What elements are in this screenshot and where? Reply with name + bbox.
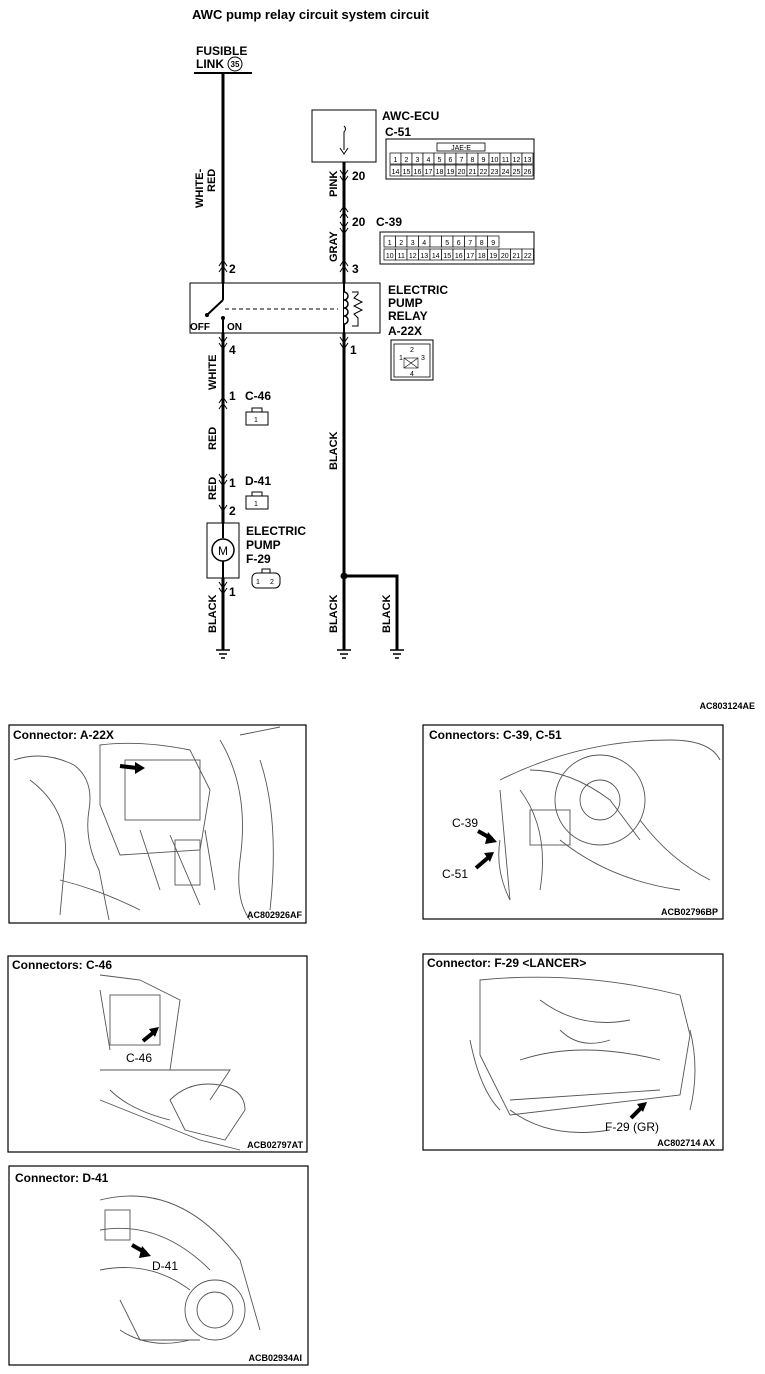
relay-name-3: RELAY xyxy=(388,309,428,323)
wire-label-red-1: RED xyxy=(207,426,219,450)
fusible-link xyxy=(194,44,252,73)
c39-pin-label: 10 xyxy=(385,253,394,260)
ground-icon xyxy=(337,650,351,658)
ecu-pin-label: 10 xyxy=(490,157,499,164)
c39-pin-label: 8 xyxy=(479,240,484,247)
ecu-pin-label: 18 xyxy=(435,169,444,176)
ecu-pin-label: 15 xyxy=(402,169,411,176)
c39-pin-label: 3 xyxy=(410,240,415,247)
c39-connector: C-39 xyxy=(376,215,403,229)
c39-pin-label: 7 xyxy=(468,240,473,247)
motor-label: M xyxy=(218,544,228,558)
panel-c39-c51-title: Connectors: C-39, C-51 xyxy=(429,728,562,742)
diagram-title: AWC pump relay circuit system circuit xyxy=(192,7,429,22)
ecu-pin-label: 2 xyxy=(404,157,409,164)
ecu-pin-label: 6 xyxy=(448,157,453,164)
wire-label-white: WHITE xyxy=(207,354,219,390)
relay-pin-4: 4 xyxy=(229,343,236,357)
ecu-pin-row-2 xyxy=(390,165,533,176)
panel-a22x-code: AC802926AF xyxy=(246,910,302,920)
c39-pin-label: 11 xyxy=(397,253,405,260)
pump-face-pin-2: 2 xyxy=(270,579,274,586)
panel-f29-code: AC802714 AX xyxy=(657,1138,715,1148)
c39-pin-20: 20 xyxy=(352,215,366,229)
d41-connector: D-41 xyxy=(245,474,272,488)
relay-face-pin-4: 4 xyxy=(410,371,414,378)
ecu-pin-label: 12 xyxy=(512,157,521,164)
c39-pin-label: 9 xyxy=(491,240,496,247)
c39-pin-label: 6 xyxy=(456,240,461,247)
c39-connector-face xyxy=(380,232,534,264)
panel-a22x-title: Connector: A-22X xyxy=(13,728,114,742)
ecu-pin-label: 16 xyxy=(413,169,422,176)
pump-connector: F-29 xyxy=(246,552,271,566)
panel-d41-code: ACB02934AI xyxy=(248,1353,302,1363)
ground-icon xyxy=(216,650,230,658)
relay-face-pin-2: 2 xyxy=(410,347,414,354)
ecu-pin-label: 1 xyxy=(393,157,398,164)
c39-pin-label: 15 xyxy=(443,253,452,260)
c39-pin-cell xyxy=(430,236,442,247)
c39-pin-label: 17 xyxy=(466,253,475,260)
wire-label-white-red-2: RED xyxy=(206,168,218,192)
d41-connector-face xyxy=(246,492,268,509)
ecu-pin-label: 21 xyxy=(468,169,477,176)
wire-label-gray: GRAY xyxy=(328,231,340,262)
c39-pin-label: 18 xyxy=(477,253,486,260)
panel-c39-c51-code: ACB02796BP xyxy=(660,907,718,917)
c39-pin-label: 19 xyxy=(489,253,498,260)
relay-connector: A-22X xyxy=(388,324,423,338)
fusible-label-2: LINK xyxy=(196,57,224,71)
relay-face-pin-1: 1 xyxy=(399,355,403,362)
relay-pin-3: 3 xyxy=(352,262,359,276)
ecu-pin-label: 23 xyxy=(490,169,499,176)
ecu-pin-label: 4 xyxy=(426,157,431,164)
relay-off-label: OFF xyxy=(190,322,210,333)
panel-c46-title: Connectors: C-46 xyxy=(12,958,113,972)
ecu-pin-label: 13 xyxy=(523,157,532,164)
d41-pin-in: 1 xyxy=(229,476,236,490)
c39-pin-label: 20 xyxy=(500,253,509,260)
c39-pin-label: 14 xyxy=(431,253,440,260)
c39-pin-label: 21 xyxy=(512,253,521,260)
fusible-label: FUSIBLE xyxy=(196,44,248,58)
ecu-pin-20: 20 xyxy=(352,169,366,183)
d41-face-pin-1: 1 xyxy=(254,501,258,508)
ecu-pin-label: 25 xyxy=(512,169,521,176)
pump-face-pin-1: 1 xyxy=(256,579,260,586)
ecu-pin-label: 9 xyxy=(481,157,486,164)
panel-c46 xyxy=(8,956,307,1152)
c46-face-pin-1: 1 xyxy=(254,417,258,424)
d41-pin-out: 2 xyxy=(229,504,236,518)
panel-c39-c51 xyxy=(423,725,723,919)
panel-c51-callout: C-51 xyxy=(442,867,469,881)
ecu-pin-label: 3 xyxy=(415,157,420,164)
wire-label-black-1: BLACK xyxy=(207,594,219,633)
panel-c46-code: ACB02797AT xyxy=(247,1140,303,1150)
c39-pin-row-1 xyxy=(384,236,499,247)
ecu-pin-label: 14 xyxy=(391,169,400,176)
ecu-pin-label: 22 xyxy=(479,169,488,176)
panel-f29-title: Connector: F-29 <LANCER> xyxy=(427,956,587,970)
wire-label-black-3: BLACK xyxy=(328,594,340,633)
ecu-pin-label: 5 xyxy=(437,157,442,164)
electric-pump-relay xyxy=(190,283,448,380)
c46-pin: 1 xyxy=(229,389,236,403)
c39-pin-label: 13 xyxy=(420,253,429,260)
relay-pin-2: 2 xyxy=(229,262,236,276)
relay-name-2: PUMP xyxy=(388,296,423,310)
wire-label-pink: PINK xyxy=(328,170,340,197)
pump-name-1: ELECTRIC xyxy=(246,524,306,538)
relay-face-pin-3: 3 xyxy=(421,355,425,362)
ground-icon xyxy=(390,650,404,658)
c39-pin-label: 1 xyxy=(387,240,392,247)
ecu-pin-label: 7 xyxy=(459,157,464,164)
panel-d41-callout: D-41 xyxy=(152,1259,179,1273)
ecu-pin-label: 26 xyxy=(523,169,532,176)
pump-name-2: PUMP xyxy=(246,538,281,552)
c46-connector-face xyxy=(246,408,268,425)
panel-c46-callout: C-46 xyxy=(126,1051,153,1065)
wire-label-black-4: BLACK xyxy=(381,594,393,633)
ecu-pin-label: 11 xyxy=(501,157,510,164)
ecu-connector: C-51 xyxy=(385,125,412,139)
panel-f29-callout: F-29 (GR) xyxy=(605,1120,659,1134)
panel-f29 xyxy=(423,954,723,1150)
wire-label-red-2: RED xyxy=(207,476,219,500)
c39-pin-label: 4 xyxy=(422,240,427,247)
c39-pin-label: 5 xyxy=(445,240,450,247)
c39-pin-label: 22 xyxy=(523,253,532,260)
panel-d41 xyxy=(9,1166,308,1365)
ecu-pin-label: 24 xyxy=(501,169,510,176)
wire-label-white-red-1: WHITE- xyxy=(194,168,206,208)
fusible-number: 35 xyxy=(230,60,240,69)
wire-label-black-2: BLACK xyxy=(328,431,340,470)
c39-pin-label: 16 xyxy=(454,253,463,260)
pump-pin-1: 1 xyxy=(229,585,236,599)
ecu-name: AWC-ECU xyxy=(382,109,440,123)
relay-on-label: ON xyxy=(227,322,242,333)
ecu-pin-label: 8 xyxy=(470,157,475,164)
ecu-pin-label: 17 xyxy=(424,169,433,176)
panel-c39-callout: C-39 xyxy=(452,816,479,830)
ecu-tag: JAE-E xyxy=(451,145,471,152)
c39-pin-label: 2 xyxy=(399,240,404,247)
panel-d41-title: Connector: D-41 xyxy=(15,1171,109,1185)
ecu-pin-label: 19 xyxy=(446,169,455,176)
c39-pin-row-2 xyxy=(384,249,534,260)
relay-box xyxy=(190,283,380,333)
relay-pin-1: 1 xyxy=(350,343,357,357)
ecu-pin-label: 20 xyxy=(457,169,466,176)
relay-name-1: ELECTRIC xyxy=(388,283,448,297)
diagram-code: AC803124AE xyxy=(699,701,755,711)
panel-a22x xyxy=(9,725,306,923)
c46-connector: C-46 xyxy=(245,389,272,403)
ecu-pin-row-1 xyxy=(390,153,533,164)
c39-pin-label: 12 xyxy=(408,253,417,260)
